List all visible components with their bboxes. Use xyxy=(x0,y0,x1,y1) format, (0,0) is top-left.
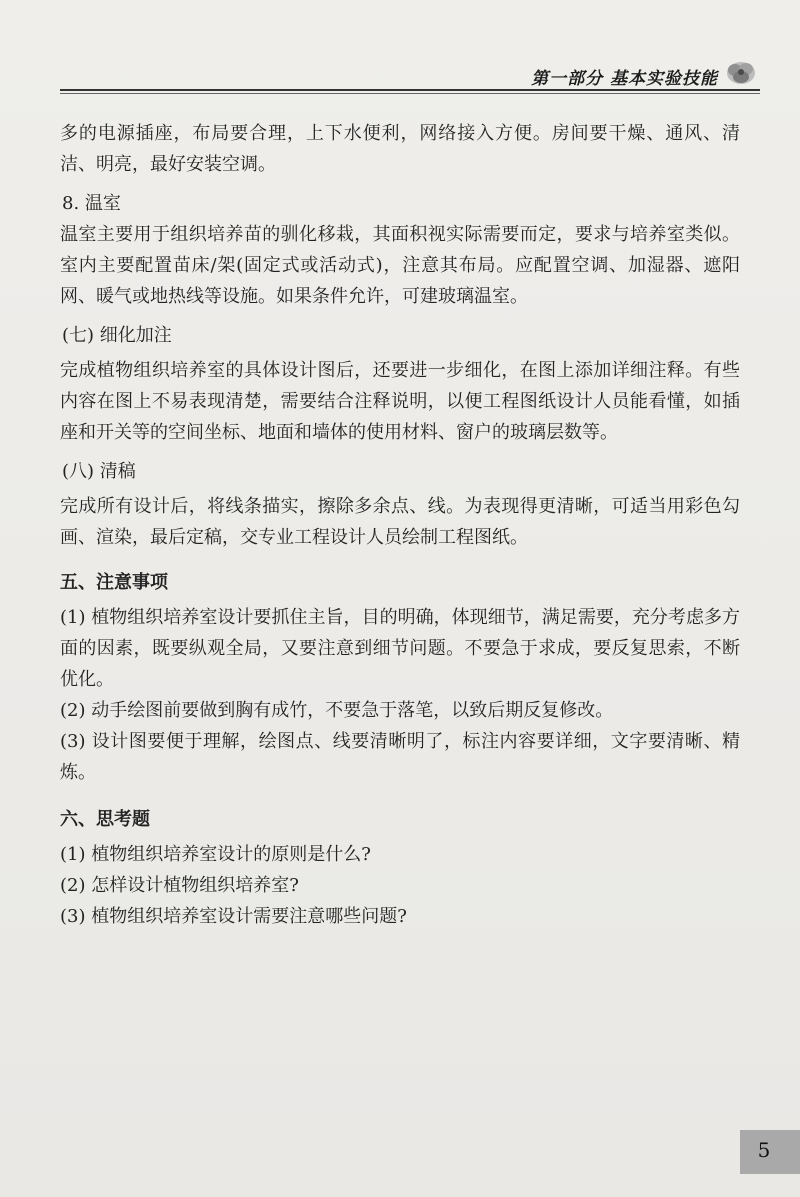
note-item-2: (2) 动手绘图前要做到胸有成竹，不要急于落笔，以致后期反复修改。 xyxy=(60,700,614,721)
heading-greenhouse: 8. 温室 xyxy=(62,193,121,214)
section-questions-title: 六、思考题 xyxy=(60,809,150,830)
header-title: 第一部分 基本实验技能 xyxy=(531,69,718,89)
header-rule-thin xyxy=(60,93,760,94)
heading-detail: (七) 细化加注 xyxy=(62,325,172,346)
flower-icon xyxy=(724,56,758,90)
page-number: 5 xyxy=(757,1138,771,1162)
question-item-1: (1) 植物组织培养室设计的原则是什么? xyxy=(60,844,371,865)
heading-clean: (八) 清稿 xyxy=(62,461,136,482)
page-number-tab xyxy=(740,1130,800,1174)
question-item-2: (2) 怎样设计植物组织培养室? xyxy=(60,875,299,896)
note-item-1: (1) 植物组织培养室设计要抓住主旨，目的明确，体现细节，满足需要，充分考虑多方面的因素，既要纵观全局，又要注意到细节问题。不要急于求成，要反复思索，不断优化。 xyxy=(60,607,740,690)
section-notes-title: 五、注意事项 xyxy=(60,572,168,593)
paragraph-clean: 完成所有设计后，将线条描实，擦除多余点、线。为表现得更清晰，可适当用彩色勾画、渲染，最后定稿，交专业工程设计人员绘制工程图纸。 xyxy=(60,496,740,548)
note-item-3: (3) 设计图要便于理解，绘图点、线要清晰明了，标注内容要详细，文字要清晰、精炼。 xyxy=(60,731,740,783)
paragraph-greenhouse: 温室主要用于组织培养苗的驯化移栽，其面积视实际需要而定，要求与培养室类似。室内主要配置苗床/架(固定式或活动式)，注意其布局。应配置空调、加湿器、遮阳网、暖气或地热线等设施。如果条件允许，可建玻璃温室。 xyxy=(60,224,740,307)
paragraph-power: 多的电源插座，布局要合理，上下水便利，网络接入方便。房间要干燥、通风、清洁、明亮，最好安装空调。 xyxy=(60,123,740,175)
header-rule xyxy=(60,89,760,91)
paragraph-detail: 完成植物组织培养室的具体设计图后，还要进一步细化，在图上添加详细注释。有些内容在图上不易表现清楚，需要结合注释说明，以便工程图纸设计人员能看懂，如插座和开关等的空间坐标、地面和墙体的使用材料、窗户的玻璃层数等。 xyxy=(60,360,740,443)
page-body xyxy=(60,118,740,932)
running-header xyxy=(0,62,800,90)
question-item-3: (3) 植物组织培养室设计需要注意哪些问题? xyxy=(60,906,407,927)
